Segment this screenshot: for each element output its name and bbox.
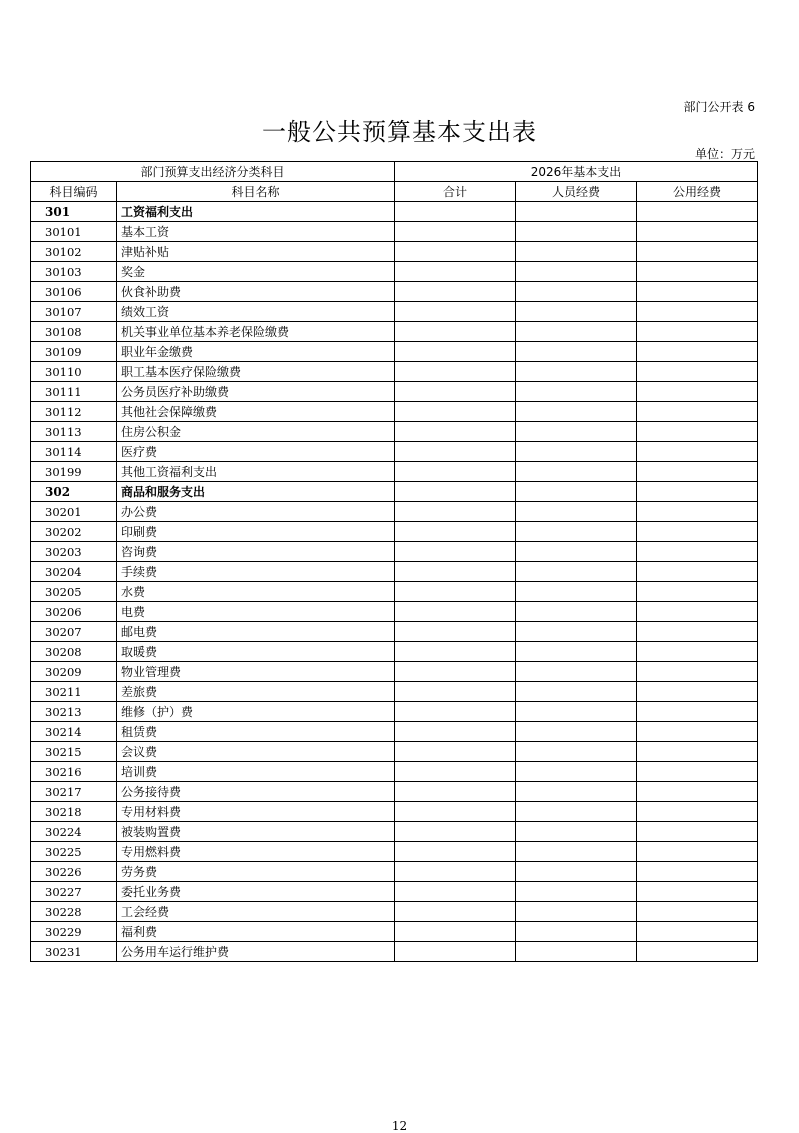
row-public-cell [637, 822, 758, 842]
row-personnel-cell [516, 202, 637, 222]
row-total-cell [395, 382, 516, 402]
row-personnel-cell [516, 402, 637, 422]
row-personnel-cell [516, 822, 637, 842]
row-name-cell: 其他工资福利支出 [117, 462, 395, 482]
row-code-cell: 30205 [31, 582, 117, 602]
row-personnel-cell [516, 282, 637, 302]
row-public-cell [637, 362, 758, 382]
row-code-cell: 302 [31, 482, 117, 502]
row-code-cell: 30204 [31, 562, 117, 582]
page-number: 12 [391, 1119, 408, 1133]
category-group-header: 部门预算支出经济分类科目 [31, 162, 395, 182]
row-total-cell [395, 722, 516, 742]
row-public-cell [637, 622, 758, 642]
row-total-cell [395, 942, 516, 962]
row-name-cell: 伙食补助费 [117, 282, 395, 302]
row-code-cell: 30214 [31, 722, 117, 742]
row-public-cell [637, 462, 758, 482]
row-code-cell: 30199 [31, 462, 117, 482]
table-row [31, 422, 758, 442]
row-personnel-cell [516, 522, 637, 542]
row-name-cell: 津贴补贴 [117, 242, 395, 262]
row-public-cell [637, 262, 758, 282]
row-public-cell [637, 502, 758, 522]
row-total-cell [395, 842, 516, 862]
table-row [31, 902, 758, 922]
row-name-cell: 公务接待费 [117, 782, 395, 802]
row-public-cell [637, 882, 758, 902]
row-total-cell [395, 422, 516, 442]
row-personnel-cell [516, 702, 637, 722]
row-total-cell [395, 242, 516, 262]
row-total-cell [395, 522, 516, 542]
basic-expense-group-header: 2026年基本支出 [395, 162, 758, 182]
table-row [31, 362, 758, 382]
row-name-cell: 住房公积金 [117, 422, 395, 442]
row-name-cell: 会议费 [117, 742, 395, 762]
row-personnel-cell [516, 242, 637, 262]
row-code-cell: 30218 [31, 802, 117, 822]
name-column-header: 科目名称 [117, 182, 395, 202]
row-personnel-cell [516, 422, 637, 442]
row-public-cell [637, 902, 758, 922]
row-name-cell: 维修（护）费 [117, 702, 395, 722]
row-name-cell: 租赁费 [117, 722, 395, 742]
row-total-cell [395, 602, 516, 622]
row-public-cell [637, 762, 758, 782]
row-code-cell: 30217 [31, 782, 117, 802]
row-code-cell: 30202 [31, 522, 117, 542]
row-code-cell: 30215 [31, 742, 117, 762]
row-public-cell [637, 682, 758, 702]
row-public-cell [637, 222, 758, 242]
row-personnel-cell [516, 342, 637, 362]
row-code-cell: 30206 [31, 602, 117, 622]
row-personnel-cell [516, 442, 637, 462]
row-name-cell: 手续费 [117, 562, 395, 582]
row-total-cell [395, 202, 516, 222]
row-public-cell [637, 562, 758, 582]
row-name-cell: 培训费 [117, 762, 395, 782]
table-row [31, 602, 758, 622]
row-name-cell: 咨询费 [117, 542, 395, 562]
table-row [31, 242, 758, 262]
table-row [31, 742, 758, 762]
row-name-cell: 专用燃料费 [117, 842, 395, 862]
row-public-cell [637, 382, 758, 402]
row-personnel-cell [516, 222, 637, 242]
table-row [31, 282, 758, 302]
row-total-cell [395, 482, 516, 502]
row-total-cell [395, 662, 516, 682]
row-total-cell [395, 862, 516, 882]
row-name-cell: 物业管理费 [117, 662, 395, 682]
row-name-cell: 劳务费 [117, 862, 395, 882]
row-code-cell: 30102 [31, 242, 117, 262]
row-name-cell: 被装购置费 [117, 822, 395, 842]
row-personnel-cell [516, 502, 637, 522]
row-public-cell [637, 442, 758, 462]
row-personnel-cell [516, 922, 637, 942]
row-public-cell [637, 282, 758, 302]
row-public-cell [637, 482, 758, 502]
row-name-cell: 水费 [117, 582, 395, 602]
public-column-header: 公用经费 [637, 182, 758, 202]
row-code-cell: 30109 [31, 342, 117, 362]
row-code-cell: 301 [31, 202, 117, 222]
row-total-cell [395, 302, 516, 322]
row-public-cell [637, 542, 758, 562]
row-name-cell: 工资福利支出 [117, 202, 395, 222]
row-personnel-cell [516, 842, 637, 862]
row-name-cell: 委托业务费 [117, 882, 395, 902]
unit-label: 单位：万元 [694, 147, 755, 161]
row-code-cell: 30201 [31, 502, 117, 522]
row-total-cell [395, 702, 516, 722]
row-personnel-cell [516, 682, 637, 702]
column-header-row [31, 182, 758, 202]
row-code-cell: 30111 [31, 382, 117, 402]
table-row [31, 782, 758, 802]
row-name-cell: 福利费 [117, 922, 395, 942]
row-code-cell: 30112 [31, 402, 117, 422]
row-personnel-cell [516, 362, 637, 382]
table-row [31, 922, 758, 942]
table-body [31, 202, 758, 962]
row-name-cell: 工会经费 [117, 902, 395, 922]
table-row [31, 622, 758, 642]
row-name-cell: 取暖费 [117, 642, 395, 662]
table-row [31, 882, 758, 902]
row-public-cell [637, 842, 758, 862]
row-name-cell: 机关事业单位基本养老保险缴费 [117, 322, 395, 342]
row-personnel-cell [516, 582, 637, 602]
table-row [31, 762, 758, 782]
row-personnel-cell [516, 542, 637, 562]
row-personnel-cell [516, 562, 637, 582]
row-total-cell [395, 342, 516, 362]
row-total-cell [395, 742, 516, 762]
row-name-cell: 医疗费 [117, 442, 395, 462]
row-personnel-cell [516, 762, 637, 782]
row-code-cell: 30231 [31, 942, 117, 962]
personnel-column-header: 人员经费 [516, 182, 637, 202]
budget-table [30, 161, 758, 962]
table-row [31, 382, 758, 402]
row-code-cell: 30113 [31, 422, 117, 442]
row-name-cell: 差旅费 [117, 682, 395, 702]
row-total-cell [395, 762, 516, 782]
row-public-cell [637, 582, 758, 602]
table-row [31, 722, 758, 742]
row-code-cell: 30107 [31, 302, 117, 322]
row-total-cell [395, 502, 516, 522]
row-code-cell: 30103 [31, 262, 117, 282]
row-public-cell [637, 322, 758, 342]
row-total-cell [395, 542, 516, 562]
row-public-cell [637, 342, 758, 362]
row-total-cell [395, 262, 516, 282]
table-row [31, 862, 758, 882]
row-code-cell: 30101 [31, 222, 117, 242]
row-public-cell [637, 202, 758, 222]
row-personnel-cell [516, 622, 637, 642]
row-code-cell: 30224 [31, 822, 117, 842]
row-total-cell [395, 782, 516, 802]
table-row [31, 442, 758, 462]
row-public-cell [637, 402, 758, 422]
table-row [31, 942, 758, 962]
row-personnel-cell [516, 862, 637, 882]
row-public-cell [637, 802, 758, 822]
row-name-cell: 公务员医疗补助缴费 [117, 382, 395, 402]
row-personnel-cell [516, 742, 637, 762]
row-code-cell: 30110 [31, 362, 117, 382]
row-public-cell [637, 302, 758, 322]
row-code-cell: 30216 [31, 762, 117, 782]
row-total-cell [395, 822, 516, 842]
table-row [31, 402, 758, 422]
table-row [31, 542, 758, 562]
row-total-cell [395, 222, 516, 242]
row-personnel-cell [516, 882, 637, 902]
row-name-cell: 公务用车运行维护费 [117, 942, 395, 962]
row-personnel-cell [516, 322, 637, 342]
row-public-cell [637, 942, 758, 962]
row-personnel-cell [516, 302, 637, 322]
table-row [31, 482, 758, 502]
row-public-cell [637, 742, 758, 762]
table-row [31, 222, 758, 242]
table-row [31, 462, 758, 482]
table-row [31, 522, 758, 542]
row-personnel-cell [516, 262, 637, 282]
row-public-cell [637, 662, 758, 682]
row-code-cell: 30213 [31, 702, 117, 722]
row-code-cell: 30208 [31, 642, 117, 662]
row-personnel-cell [516, 462, 637, 482]
row-public-cell [637, 522, 758, 542]
row-total-cell [395, 402, 516, 422]
row-code-cell: 30228 [31, 902, 117, 922]
row-name-cell: 职业年金缴费 [117, 342, 395, 362]
table-row [31, 202, 758, 222]
row-total-cell [395, 282, 516, 302]
row-total-cell [395, 442, 516, 462]
row-public-cell [637, 922, 758, 942]
row-total-cell [395, 802, 516, 822]
row-name-cell: 基本工资 [117, 222, 395, 242]
row-name-cell: 其他社会保障缴费 [117, 402, 395, 422]
table-row [31, 302, 758, 322]
row-public-cell [637, 602, 758, 622]
row-personnel-cell [516, 902, 637, 922]
page-title: 一般公共预算基本支出表 [262, 118, 537, 146]
table-row [31, 642, 758, 662]
row-code-cell: 30114 [31, 442, 117, 462]
table-row [31, 342, 758, 362]
row-personnel-cell [516, 662, 637, 682]
table-row [31, 502, 758, 522]
table-row [31, 802, 758, 822]
row-name-cell: 专用材料费 [117, 802, 395, 822]
code-column-header: 科目编码 [31, 182, 117, 202]
row-name-cell: 商品和服务支出 [117, 482, 395, 502]
row-personnel-cell [516, 942, 637, 962]
row-public-cell [637, 722, 758, 742]
row-personnel-cell [516, 602, 637, 622]
table-row [31, 322, 758, 342]
row-name-cell: 电费 [117, 602, 395, 622]
table-row [31, 562, 758, 582]
table-row [31, 662, 758, 682]
row-code-cell: 30226 [31, 862, 117, 882]
row-code-cell: 30207 [31, 622, 117, 642]
row-public-cell [637, 782, 758, 802]
table-row [31, 842, 758, 862]
row-total-cell [395, 622, 516, 642]
table-row [31, 262, 758, 282]
row-code-cell: 30108 [31, 322, 117, 342]
row-name-cell: 办公费 [117, 502, 395, 522]
row-total-cell [395, 642, 516, 662]
row-personnel-cell [516, 642, 637, 662]
row-public-cell [637, 702, 758, 722]
total-column-header: 合计 [395, 182, 516, 202]
row-code-cell: 30225 [31, 842, 117, 862]
row-public-cell [637, 422, 758, 442]
row-public-cell [637, 242, 758, 262]
row-personnel-cell [516, 482, 637, 502]
row-personnel-cell [516, 802, 637, 822]
row-total-cell [395, 582, 516, 602]
table-row [31, 682, 758, 702]
row-code-cell: 30227 [31, 882, 117, 902]
row-total-cell [395, 682, 516, 702]
form-id-label: 部门公开表 6 [683, 100, 755, 114]
row-total-cell [395, 362, 516, 382]
row-total-cell [395, 882, 516, 902]
row-name-cell: 印刷费 [117, 522, 395, 542]
row-name-cell: 奖金 [117, 262, 395, 282]
row-code-cell: 30229 [31, 922, 117, 942]
row-name-cell: 职工基本医疗保险缴费 [117, 362, 395, 382]
row-code-cell: 30209 [31, 662, 117, 682]
group-header-row [31, 162, 758, 182]
table-row [31, 702, 758, 722]
row-total-cell [395, 562, 516, 582]
row-code-cell: 30211 [31, 682, 117, 702]
row-personnel-cell [516, 722, 637, 742]
table-row [31, 822, 758, 842]
row-code-cell: 30203 [31, 542, 117, 562]
table-row [31, 582, 758, 602]
row-total-cell [395, 922, 516, 942]
row-personnel-cell [516, 382, 637, 402]
row-total-cell [395, 462, 516, 482]
row-total-cell [395, 902, 516, 922]
row-name-cell: 绩效工资 [117, 302, 395, 322]
row-personnel-cell [516, 782, 637, 802]
row-name-cell: 邮电费 [117, 622, 395, 642]
row-public-cell [637, 642, 758, 662]
row-public-cell [637, 862, 758, 882]
row-code-cell: 30106 [31, 282, 117, 302]
row-total-cell [395, 322, 516, 342]
